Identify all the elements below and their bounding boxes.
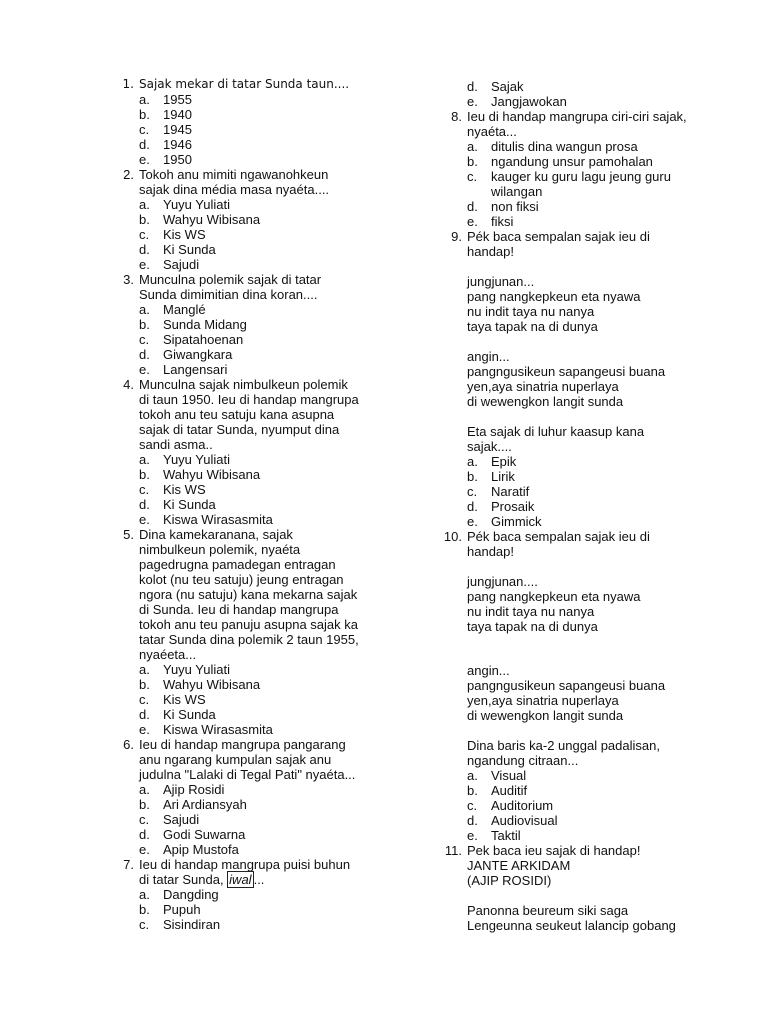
option-b: b. Pupuh (139, 902, 201, 917)
option-a: a. Ajip Rosidi (139, 782, 225, 797)
question-number: 8. (451, 109, 462, 124)
question-6 (112, 737, 392, 857)
question-number: 6. (123, 737, 134, 752)
option-c: c. Auditorium (467, 798, 554, 813)
question-number: 7. (123, 857, 134, 872)
question-number: 1. (122, 77, 134, 91)
option-a: a. ditulis dina wangun prosa (467, 139, 638, 154)
question-10 (440, 529, 730, 843)
question-text: Sajak mekar di tatar Sunda taun.... (139, 77, 350, 91)
question-text: sajak dina média masa nyaéta.... (139, 182, 330, 197)
question-prompt: Dina baris ka-2 unggal padalisan, (467, 738, 660, 753)
question-text: Munculna polemik sajak di tatar (139, 272, 322, 287)
question-11 (440, 843, 730, 933)
option-d: d. Ki Sunda (139, 707, 216, 722)
poem-line: yen,aya sinatria nuperlaya (467, 379, 619, 394)
question-text: Sunda dimimitian dina koran.... (139, 287, 318, 302)
option-b: b. Ari Ardiansyah (139, 797, 247, 812)
option-a: a. Epik (467, 454, 517, 469)
option-e: e. Taktil (467, 828, 521, 843)
option-a: a. Yuyu Yuliati (139, 662, 230, 677)
option-b: b. Wahyu Wibisana (139, 467, 261, 482)
question-text: di Sunda. Ieu di handap mangrupa (139, 602, 339, 617)
question-number: 9. (451, 229, 462, 244)
question-text: judulna "Lalaki di Tegal Pati" nyaéta... (139, 767, 356, 782)
option-c: c. Kis WS (139, 482, 206, 497)
option-c: c. 1945 (139, 122, 192, 137)
option-c: c. Kis WS (139, 227, 206, 242)
option-a: a. Yuyu Yuliati (139, 197, 230, 212)
option-e: e. Langensari (139, 362, 228, 377)
option-d: d. Prosaik (467, 499, 535, 514)
option-d: d. 1946 (139, 137, 192, 152)
question-text: Pék baca sempalan sajak ieu di (467, 529, 650, 544)
option-c: c. Sipatahoenan (139, 332, 244, 347)
option-e: e. Gimmick (467, 514, 542, 529)
option-e: e. Apip Mustofa (139, 842, 239, 857)
question-text: Ieu di handap mangrupa ciri-ciri sajak, (467, 109, 687, 124)
option-b: b. Sunda Midang (139, 317, 247, 332)
question-text: Pek baca ieu sajak di handap! (467, 843, 641, 858)
option-d: d. Audiovisual (467, 813, 558, 828)
poem-line: angin... (467, 349, 510, 364)
poem-line: nu indit taya nu nanya (467, 604, 595, 619)
poem-line: pangngusikeun sapangeusi buana (467, 364, 666, 379)
option-e: e. fiksi (467, 214, 514, 229)
poem-line: nu indit taya nu nanya (467, 304, 595, 319)
question-4 (112, 377, 392, 527)
question-number: 2. (123, 167, 134, 182)
question-text: handap! (467, 244, 514, 259)
question-number: 5. (123, 527, 134, 542)
option-e: e. Kiswa Wirasasmita (139, 512, 273, 527)
question-text: ngora (nu satuju) kana mekarna sajak (139, 587, 358, 602)
option-d: d. Giwangkara (139, 347, 233, 362)
question-7-continued (440, 79, 730, 109)
right-column (440, 79, 730, 933)
poem-line: pangngusikeun sapangeusi buana (467, 678, 666, 693)
poem-line: taya tapak na di dunya (467, 319, 598, 334)
poem-line: pang nangkepkeun eta nyawa (467, 289, 641, 304)
poem-line: yen,aya sinatria nuperlaya (467, 693, 619, 708)
question-text: nimbulkeun polemik, nyaéta (139, 542, 301, 557)
question-9 (440, 229, 730, 529)
question-text: Tokoh anu mimiti ngawanohkeun (139, 167, 329, 182)
question-text: Munculna sajak nimbulkeun polemik (139, 377, 348, 392)
question-text: anu ngarang kumpulan sajak anu (139, 752, 332, 767)
question-text: tokoh anu teu panuju asupna sajak ka (139, 617, 359, 632)
question-number: 3. (123, 272, 134, 287)
option-c: c. kauger ku guru lagu jeung guru wilangan (467, 169, 671, 199)
question-text: nyaéeta... (139, 647, 197, 662)
poem-line: jungjunan.... (467, 574, 538, 589)
question-text: handap! (467, 544, 514, 559)
question-prompt: ngandung citraan... (467, 753, 579, 768)
option-c: c. Kis WS (139, 692, 206, 707)
option-a: a. Dangding (139, 887, 219, 902)
option-a: a. Yuyu Yuliati (139, 452, 230, 467)
question-text: kolot (nu teu satuju) jeung entragan (139, 572, 344, 587)
question-text: pagedrugna pamadegan entragan (139, 557, 336, 572)
option-b: b. Auditif (467, 783, 528, 798)
question-text: tokoh anu teu satuju kana asupna (139, 407, 335, 422)
poem-line: di wewengkon langit sunda (467, 708, 624, 723)
option-c: c. Naratif (467, 484, 530, 499)
option-c: c. Sisindiran (139, 917, 221, 932)
poem-line: taya tapak na di dunya (467, 619, 598, 634)
question-3 (112, 272, 392, 377)
question-prompt: Eta sajak di luhur kaasup kana (467, 424, 645, 439)
question-text: Pék baca sempalan sajak ieu di (467, 229, 650, 244)
option-e: e. Kiswa Wirasasmita (139, 722, 273, 737)
boxed-word: iwal (229, 872, 252, 887)
poem-line: pang nangkepkeun eta nyawa (467, 589, 641, 604)
poem-title: JANTE ARKIDAM (467, 858, 571, 873)
option-a: a. Visual (467, 768, 527, 783)
poem-line: Lengeunna seukeut lalancip gobang (467, 918, 676, 933)
question-text: di tatar Sunda, iwal ... (139, 872, 265, 887)
question-5 (112, 527, 392, 737)
question-text: di taun 1950. Ieu di handap mangrupa (139, 392, 359, 407)
option-d: d. non fiksi (467, 199, 539, 214)
option-b: b. 1940 (139, 107, 192, 122)
option-e: e. Jangjawokan (467, 94, 567, 109)
option-b: b. Wahyu Wibisana (139, 212, 261, 227)
option-a: a. 1955 (139, 92, 192, 107)
question-1 (112, 77, 392, 167)
question-text: Ieu di handap mangrupa puisi buhun (139, 857, 351, 872)
question-number: 10. (443, 529, 462, 544)
option-b: b. Lirik (467, 469, 515, 484)
left-column (112, 77, 392, 932)
option-c: c. Sajudi (139, 812, 200, 827)
option-a: a. Manglé (139, 302, 206, 317)
poem-line: di wewengkon langit sunda (467, 394, 624, 409)
option-b: b. Wahyu Wibisana (139, 677, 261, 692)
question-8 (440, 109, 730, 229)
poem-line: jungjunan... (467, 274, 535, 289)
poem-author: (AJIP ROSIDI) (467, 873, 552, 888)
options-q1 (139, 92, 392, 167)
question-2 (112, 167, 392, 272)
option-e: e. Sajudi (139, 257, 200, 272)
option-b: b. ngandung unsur pamohalan (467, 154, 653, 169)
question-number: 11. (444, 843, 462, 858)
option-e: e. 1950 (139, 152, 192, 167)
question-text: Ieu di handap mangrupa pangarang (139, 737, 346, 752)
question-text: nyaéta... (467, 124, 517, 139)
option-d: d. Godi Suwarna (139, 827, 246, 842)
question-prompt: sajak.... (467, 439, 512, 454)
question-7 (112, 857, 392, 932)
question-text: sajak di tatar Sunda, nyumput dina (139, 422, 340, 437)
poem-line: angin... (467, 663, 510, 678)
option-d: d. Sajak (467, 79, 524, 94)
option-d: d. Ki Sunda (139, 497, 216, 512)
question-text: tatar Sunda dina polemik 2 taun 1955, (139, 632, 359, 647)
poem-line: Panonna beureum siki saga (467, 903, 629, 918)
question-text: sandi asma.. (139, 437, 213, 452)
option-d: d. Ki Sunda (139, 242, 216, 257)
question-number: 4. (123, 377, 134, 392)
question-text: Dina kamekaranana, sajak (139, 527, 293, 542)
